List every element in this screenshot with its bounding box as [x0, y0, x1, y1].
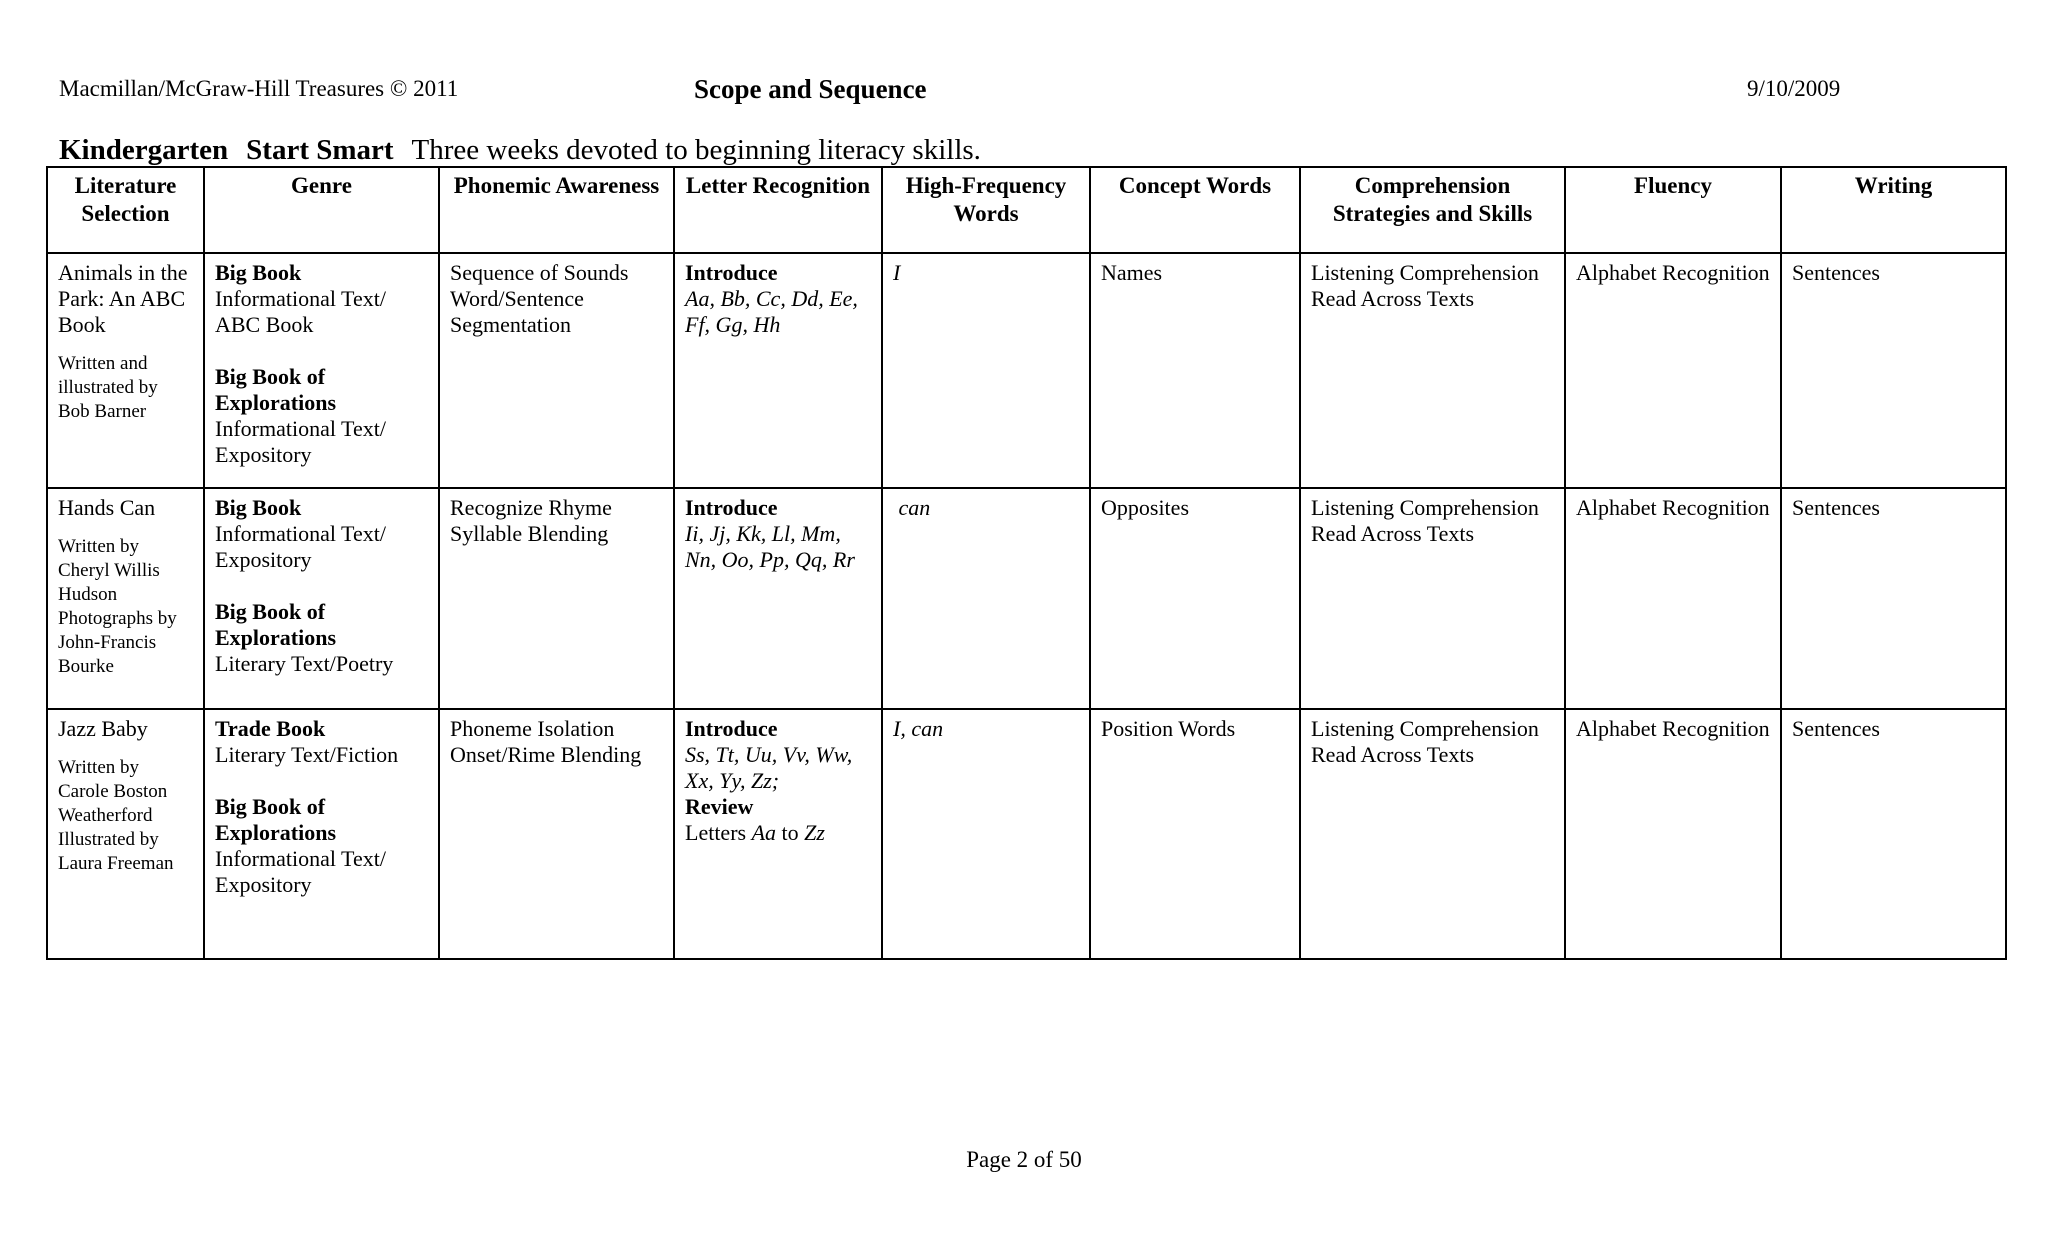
fluency-skill: Alphabet Recognition [1576, 495, 1770, 520]
unit-label: Start Smart [246, 134, 394, 166]
genre-desc: Literary Text/Poetry [215, 651, 394, 676]
grade-label: Kindergarten [59, 134, 229, 166]
genre-cell [204, 709, 439, 959]
phonemic-skill: Onset/Rime Blending [450, 742, 642, 767]
phonemic-skill: Sequence of Sounds [450, 260, 629, 285]
literature-credit: Written by Carole Boston Weatherford Illustrated by Laura Freeman [58, 757, 174, 874]
genre-desc: Informational Text/ Expository [215, 416, 386, 467]
column-header: Literature Selection [47, 167, 204, 253]
comprehension-skill: Read Across Texts [1311, 286, 1475, 311]
phonemic-cell [439, 253, 674, 488]
concept-cell [1090, 253, 1300, 488]
phonemic-skill: Recognize Rhyme [450, 495, 612, 520]
hf-words: I, can [893, 716, 944, 741]
genre-desc: Informational Text/ ABC Book [215, 286, 386, 337]
review-label: Review [685, 794, 754, 819]
letter-cell [674, 253, 882, 488]
hf-words-cell [882, 488, 1090, 709]
table-row [47, 709, 2006, 959]
column-header: High-Frequency Words [882, 167, 1090, 253]
literature-title: Animals in the Park: An ABC Book [58, 260, 188, 337]
genre-type: Big Book [215, 260, 302, 285]
unit-description: Three weeks devoted to beginning literacy skills. [411, 134, 981, 166]
phonemic-skill: Phoneme Isolation [450, 716, 615, 741]
literature-cell [47, 253, 204, 488]
hf-words-cell [882, 253, 1090, 488]
unit-subtitle [59, 134, 981, 167]
concept-cell [1090, 709, 1300, 959]
concept-words: Names [1101, 260, 1163, 285]
fluency-skill: Alphabet Recognition [1576, 260, 1770, 285]
comprehension-skill: Listening Comprehension [1311, 716, 1539, 741]
column-header: Comprehension Strategies and Skills [1300, 167, 1565, 253]
writing-skill: Sentences [1792, 716, 1880, 741]
phonemic-skill: Word/Sentence Segmentation [450, 286, 584, 337]
literature-title: Hands Can [58, 495, 156, 520]
comprehension-skill: Listening Comprehension [1311, 260, 1539, 285]
column-header: Letter Recognition [674, 167, 882, 253]
hf-words-cell [882, 709, 1090, 959]
concept-words: Opposites [1101, 495, 1189, 520]
genre-type: Big Book [215, 495, 302, 520]
table-row [47, 488, 2006, 709]
genre-type: Big Book of Explorations [215, 364, 337, 415]
genre-type: Big Book of Explorations [215, 599, 337, 650]
genre-type: Trade Book [215, 716, 326, 741]
hf-words: I [893, 260, 901, 285]
hf-words: can [898, 495, 931, 520]
fluency-cell [1565, 253, 1781, 488]
genre-desc: Informational Text/ Expository [215, 521, 386, 572]
comprehension-skill: Read Across Texts [1311, 742, 1475, 767]
introduce-label: Introduce [685, 716, 778, 741]
comprehension-cell [1300, 253, 1565, 488]
table-header-row [47, 167, 2006, 253]
fluency-cell [1565, 488, 1781, 709]
fluency-cell [1565, 709, 1781, 959]
genre-desc: Informational Text/ Expository [215, 846, 386, 897]
genre-cell [204, 488, 439, 709]
genre-type: Big Book of Explorations [215, 794, 337, 845]
publisher-label: Macmillan/McGraw-Hill Treasures © 2011 [59, 76, 459, 101]
page-title: Scope and Sequence [694, 74, 927, 104]
writing-skill: Sentences [1792, 260, 1880, 285]
column-header: Fluency [1565, 167, 1781, 253]
column-header: Concept Words [1090, 167, 1300, 253]
writing-cell [1781, 253, 2006, 488]
introduce-label: Introduce [685, 495, 778, 520]
letter-cell [674, 488, 882, 709]
phonemic-cell [439, 488, 674, 709]
review-letters: Letters Aa to Zz [685, 820, 825, 845]
document-date: 9/10/2009 [1747, 76, 1841, 101]
literature-credit: Written by Cheryl Willis Hudson Photographs by John-Francis Bourke [58, 536, 177, 677]
writing-cell [1781, 488, 2006, 709]
literature-title: Jazz Baby [58, 716, 148, 741]
column-header: Phonemic Awareness [439, 167, 674, 253]
page-number: Page 2 of 50 [966, 1147, 1082, 1172]
genre-desc: Literary Text/Fiction [215, 742, 399, 767]
literature-cell [47, 488, 204, 709]
concept-cell [1090, 488, 1300, 709]
comprehension-cell [1300, 488, 1565, 709]
fluency-skill: Alphabet Recognition [1576, 716, 1770, 741]
column-header: Writing [1781, 167, 2006, 253]
comprehension-skill: Listening Comprehension [1311, 495, 1539, 520]
comprehension-cell [1300, 709, 1565, 959]
concept-words: Position Words [1101, 716, 1236, 741]
introduce-label: Introduce [685, 260, 778, 285]
phonemic-skill: Syllable Blending [450, 521, 609, 546]
literature-credit: Written and illustrated by Bob Barner [58, 353, 158, 422]
literature-cell [47, 709, 204, 959]
introduce-letters: Ii, Jj, Kk, Ll, Mm, Nn, Oo, Pp, Qq, Rr [685, 521, 855, 572]
genre-cell [204, 253, 439, 488]
phonemic-cell [439, 709, 674, 959]
column-header: Genre [204, 167, 439, 253]
table-row [47, 253, 2006, 488]
comprehension-skill: Read Across Texts [1311, 521, 1475, 546]
writing-cell [1781, 709, 2006, 959]
letter-cell [674, 709, 882, 959]
introduce-letters: Ss, Tt, Uu, Vv, Ww, Xx, Yy, Zz; [685, 742, 853, 793]
writing-skill: Sentences [1792, 495, 1880, 520]
introduce-letters: Aa, Bb, Cc, Dd, Ee, Ff, Gg, Hh [685, 286, 858, 337]
scope-table [46, 166, 2007, 960]
